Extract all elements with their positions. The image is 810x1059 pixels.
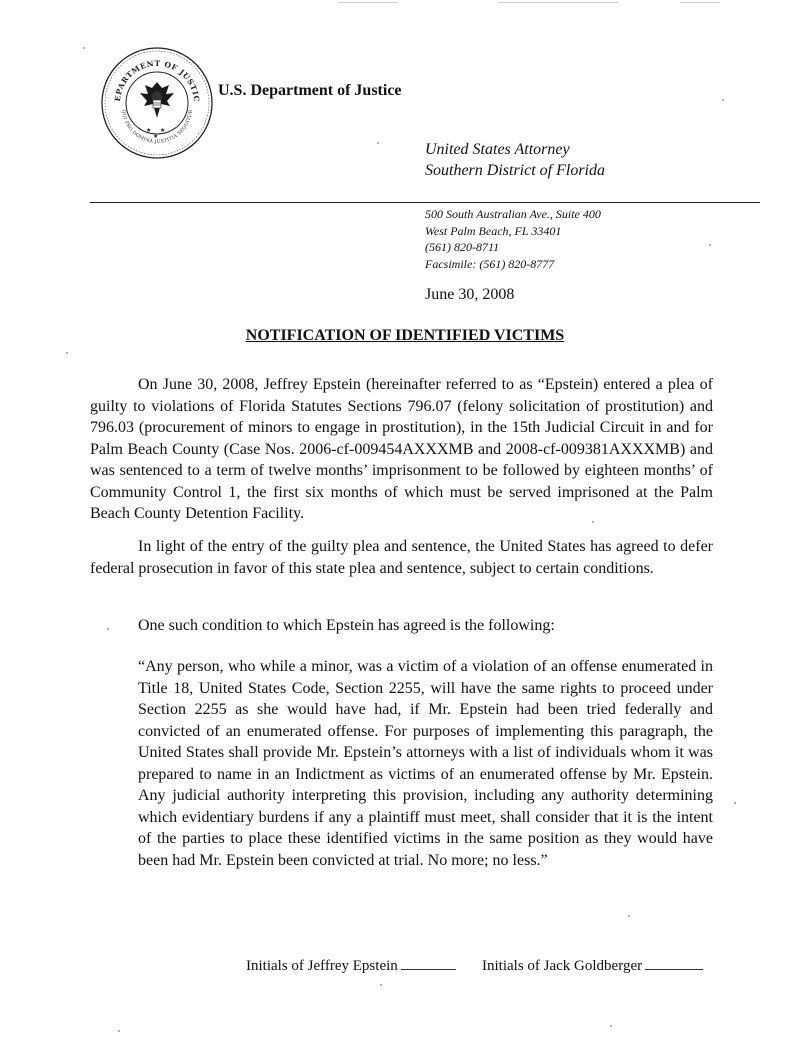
svg-text:★: ★: [146, 128, 152, 134]
initials-epstein-label: Initials of Jeffrey Epstein: [246, 958, 398, 974]
scan-speck: [66, 352, 68, 354]
address-fax: Facsimile: (561) 820-8777: [425, 256, 555, 271]
paragraph-deferral: In light of the entry of the guilty plea and sentence, the United States has agreed to defer federal prosecution in favor of this state plea and sentence, subject to certain conditions.: [90, 538, 713, 577]
scan-artifact: [680, 2, 720, 3]
scan-speck: [734, 802, 736, 804]
scan-speck: [377, 142, 379, 144]
department-name: U.S. Department of Justice: [218, 82, 402, 99]
scan-speck: [610, 1025, 612, 1027]
initials-goldberger: [482, 955, 703, 975]
initials-epstein: [246, 955, 456, 975]
scan-speck: [709, 244, 711, 246]
quoted-condition: “Any person, who while a minor, was a victim of a violation of an offense enumerated in Title 18, United States Code, Section 2255, will have the same rights to proceed under Section 2255 as she would have had, if Mr. Epstein had been tried federally and convicted of an enumerated offense. For purposes of implementing this paragraph, the United States shall provide Mr. Epstein’s attorneys with a list of individuals whom it was prepared to name in an Indictment as victims of an enumerated offense by Mr. Epstein. Any judicial authority interpreting this provision, including any authority determining which evidentiary burdens if any a plaintiff must meet, shall consider that it is the intent of the parties to place these identified victims in the same position as they would have been had Mr. Epstein been convicted at trial. No more; no less.”: [138, 658, 713, 869]
svg-text:★: ★: [153, 134, 159, 140]
letter-date: June 30, 2008: [425, 286, 515, 303]
office-line-2: Southern District of Florida: [425, 162, 605, 179]
letterhead-divider: [90, 202, 760, 203]
scan-speck: [722, 99, 724, 101]
paragraph-plea: On June 30, 2008, Jeffrey Epstein (hereinafter referred to as “Epstein) entered a plea of guilty to violations of Florida Statutes Sections 796.07 (felony solicitation of prostitution) and 796.03 (procurement of minors to engage in prostitution), in the 15th Judicial Circuit in and for Palm Beach County (Case Nos. 2006-cf-009454AXXXMB and 2008-cf-009381AXXXMB) and was sentenced to a term of twelve months’ imprisonment to be followed by eighteen months’ of Community Control 1, the first six months of which must be served imprisoned at the Palm Beach County Detention Facility.: [90, 376, 713, 522]
scan-speck: [628, 915, 630, 917]
scan-artifact: [498, 2, 618, 3]
scan-speck: [83, 47, 85, 49]
svg-text:QUI PRO DOMINA JUSTITIA SEQUIT: QUI PRO DOMINA JUSTITIA SEQUITUR: [119, 109, 194, 146]
paragraph-condition-intro: One such condition to which Epstein has agreed is the following:: [138, 617, 555, 634]
office-name: [425, 139, 605, 181]
address-line-2: West Palm Beach, FL 33401: [425, 223, 562, 238]
svg-text:DEPARTMENT OF JUSTICE: EPARTMENT OF JUSTIC: [112, 58, 202, 103]
scan-speck: [107, 628, 109, 630]
document-title: NOTIFICATION OF IDENTIFIED VICTIMS: [245, 327, 565, 344]
initials-goldberger-label: Initials of Jack Goldberger: [482, 958, 643, 974]
scan-speck: [592, 521, 594, 523]
doj-seal-icon: [100, 46, 214, 160]
scan-speck: [118, 1030, 120, 1032]
initials-epstein-line: [401, 955, 456, 970]
address-line-1: 500 South Australian Ave., Suite 400: [425, 207, 601, 221]
address-phone: (561) 820-8711: [425, 240, 500, 254]
office-address: [425, 206, 601, 272]
scan-speck: [380, 984, 382, 986]
office-line-1: United States Attorney: [425, 141, 570, 158]
initials-goldberger-line: [645, 955, 703, 970]
scan-artifact: [338, 2, 398, 3]
svg-text:★: ★: [160, 128, 166, 134]
